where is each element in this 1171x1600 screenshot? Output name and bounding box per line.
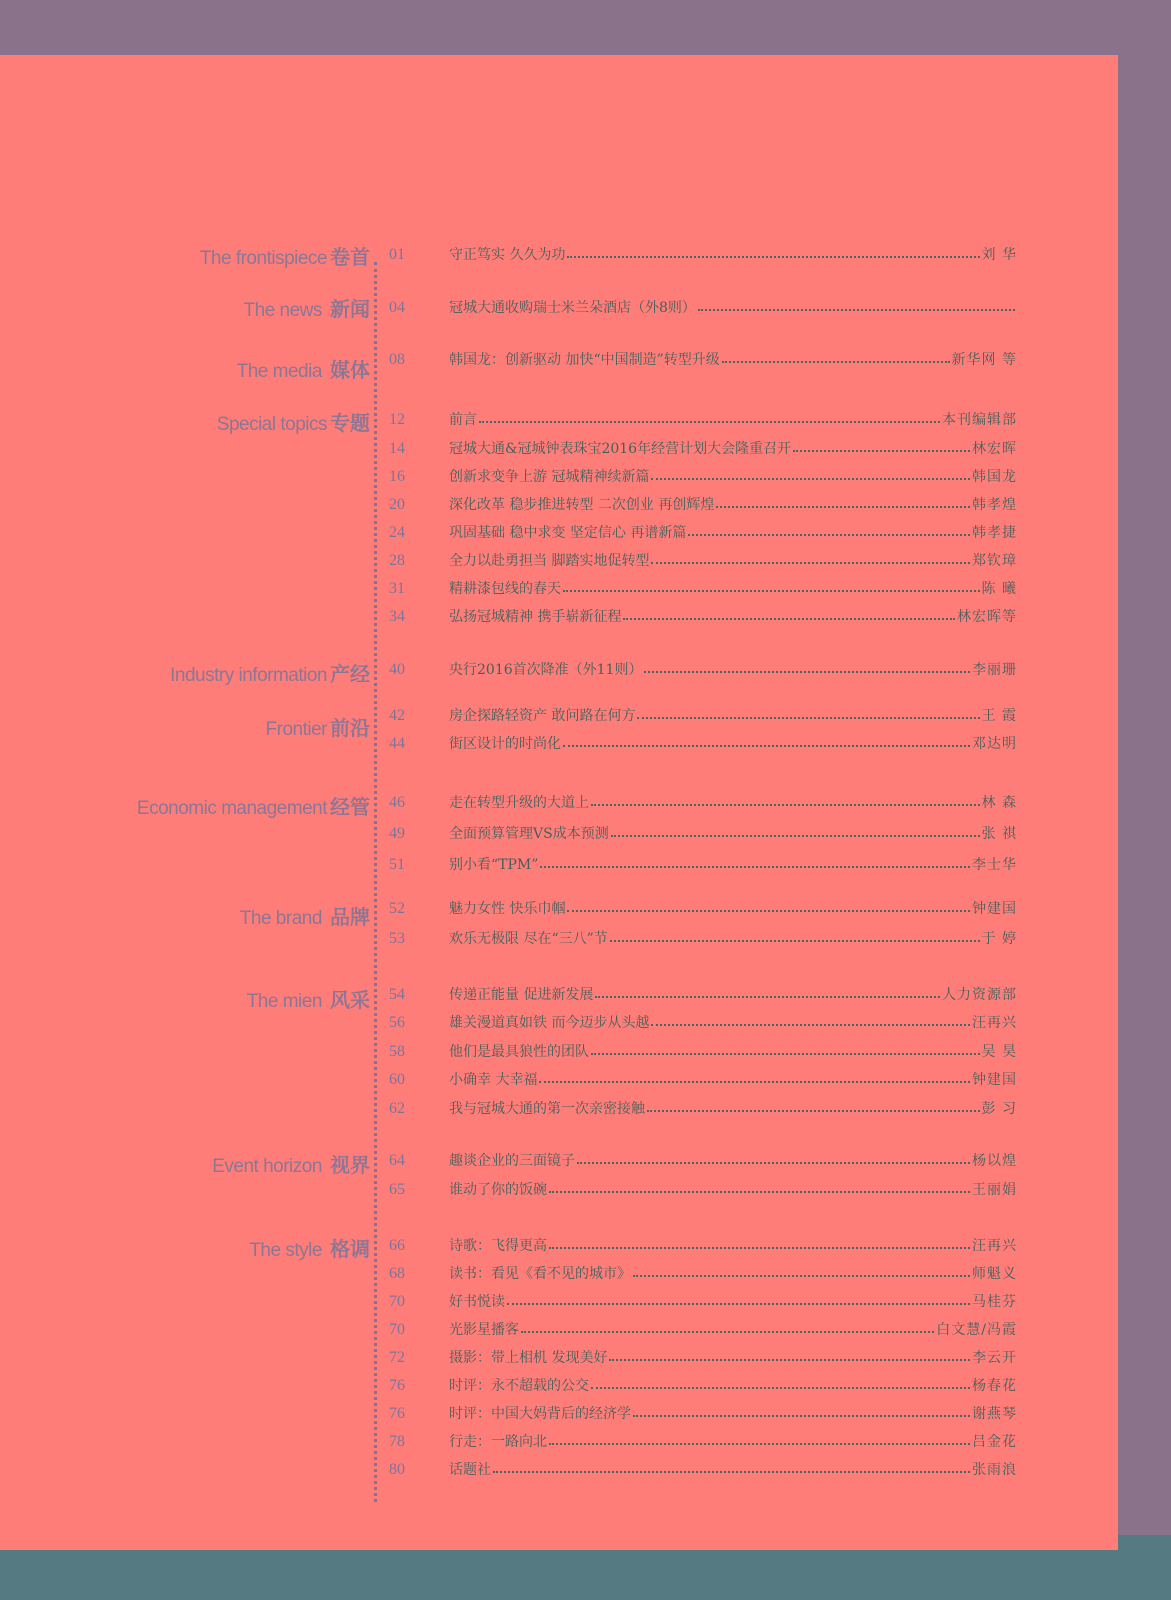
section-en: Industry information (170, 665, 327, 686)
toc-entry[interactable] (449, 293, 1017, 317)
leader-dots (651, 1024, 970, 1026)
section-en: The brand (239, 908, 322, 929)
leader-dots (633, 1275, 970, 1277)
entry-author: 彭 习 (981, 1101, 1017, 1117)
page-number: 58 (389, 1043, 405, 1060)
page-number: 20 (389, 496, 405, 513)
dotted-divider (374, 262, 377, 1502)
entry-title: 走在转型升级的大道上 (449, 795, 589, 811)
page-number: 28 (389, 552, 405, 569)
toc-entry[interactable] (449, 1175, 1017, 1199)
leader-dots (507, 1303, 970, 1305)
entry-author: 张雨浪 (972, 1462, 1017, 1478)
section-en: Special topics (216, 414, 327, 435)
section-zh: 新闻 (330, 297, 370, 321)
leader-dots (651, 478, 970, 480)
page-number: 70 (389, 1321, 405, 1338)
page-number: 08 (389, 351, 405, 368)
page-number: 66 (389, 1237, 405, 1254)
section-zh: 前沿 (330, 716, 370, 740)
leader-dots (539, 1081, 970, 1083)
entry-author: 刘 华 (981, 247, 1017, 263)
entry-title: 巩固基础 稳中求变 坚定信心 再谱新篇 (449, 525, 687, 541)
entry-title: 深化改革 稳步推进转型 二次创业 再创辉煌 (449, 497, 715, 513)
entry-author: 王丽娟 (972, 1182, 1017, 1198)
page-number: 51 (389, 856, 405, 873)
entry-title: 读书：看见《看不见的城市》 (449, 1266, 631, 1282)
page-number: 44 (389, 735, 405, 752)
toc-entry[interactable] (449, 345, 1017, 369)
entry-title: 弘扬冠城精神 携手崭新征程 (449, 609, 622, 625)
entry-author: 李士华 (972, 857, 1017, 873)
leader-dots (591, 804, 980, 806)
entry-title: 前言 (449, 412, 477, 428)
toc-entry[interactable] (449, 1399, 1017, 1423)
entry-title: 房企探路轻资产 敢问路在何方 (449, 708, 636, 724)
page-number: 52 (389, 900, 405, 917)
page-number: 53 (389, 930, 405, 947)
entry-author: 郑钦璋 (972, 553, 1017, 569)
leader-dots (651, 562, 970, 564)
section-zh: 专题 (330, 411, 370, 435)
page-number: 62 (389, 1100, 405, 1117)
section-en: The news (243, 300, 322, 321)
entry-author: 吕金花 (972, 1434, 1017, 1450)
toc-entry[interactable] (449, 1065, 1017, 1089)
leader-dots (540, 866, 970, 868)
page-number: 16 (389, 468, 405, 485)
section-zh: 媒体 (330, 358, 370, 382)
page-number: 56 (389, 1014, 405, 1031)
toc-entry[interactable] (449, 1037, 1017, 1061)
entry-title: 精耕漆包线的春天 (449, 581, 561, 597)
section-zh: 经管 (330, 795, 370, 819)
entry-title: 小确幸 大幸福 (449, 1072, 538, 1088)
section-zh: 格调 (330, 1237, 370, 1261)
page-number: 49 (389, 825, 405, 842)
section-news (0, 293, 370, 322)
entry-author: 韩孝煌 (972, 497, 1017, 513)
entry-author: 李云开 (972, 1350, 1017, 1366)
entry-author: 于 婷 (981, 931, 1017, 947)
entry-title: 全面预算管理VS成本预测 (449, 826, 609, 842)
leader-dots (549, 1247, 970, 1249)
toc-entry[interactable] (449, 546, 1017, 570)
leader-dots (623, 618, 955, 620)
page-number: 64 (389, 1152, 405, 1169)
entry-title: 时评：中国大妈背后的经济学 (449, 1406, 631, 1422)
page-number: 78 (389, 1433, 405, 1450)
entry-title: 冠城大通收购瑞士米兰朵酒店（外8则） (449, 300, 696, 316)
page-number: 31 (389, 580, 405, 597)
toc-entry[interactable] (449, 490, 1017, 514)
toc-entry[interactable] (449, 1427, 1017, 1451)
leader-dots (722, 361, 950, 363)
leader-dots (609, 1359, 970, 1361)
page-number: 24 (389, 524, 405, 541)
page-number: 14 (389, 440, 405, 457)
toc-entry[interactable] (449, 788, 1017, 812)
toc-entry[interactable] (449, 1094, 1017, 1118)
leader-dots (688, 534, 970, 536)
leader-dots (521, 1331, 934, 1333)
leader-dots (611, 835, 980, 837)
entry-author: 本刊编辑部 (942, 412, 1017, 428)
leader-dots (633, 1415, 970, 1417)
section-style (0, 1233, 370, 1262)
section-en: The style (249, 1240, 322, 1261)
entry-author: 白文慧/冯霞 (936, 1322, 1017, 1338)
entry-title: 摄影：带上相机 发现美好 (449, 1350, 608, 1366)
entry-title: 韩国龙：创新驱动 加快“中国制造”转型升级 (449, 352, 720, 368)
entry-title: 央行2016首次降准（外11则） (449, 662, 643, 678)
toc-entry[interactable] (449, 1343, 1017, 1367)
entry-author: 吴 昊 (981, 1044, 1017, 1060)
entry-title: 传递正能量 促进新发展 (449, 987, 594, 1003)
toc-entry[interactable] (449, 1315, 1017, 1339)
leader-dots (647, 1110, 980, 1112)
entry-title: 守正笃实 久久为功 (449, 247, 566, 263)
page-number: 72 (389, 1349, 405, 1366)
entry-title: 魅力女性 快乐巾帼 (449, 901, 566, 917)
entry-title: 全力以赴勇担当 脚踏实地促转型 (449, 553, 650, 569)
section-zh: 视界 (330, 1153, 370, 1177)
section-economic-management (0, 791, 370, 820)
section-event-horizon (0, 1149, 370, 1178)
page-number: 76 (389, 1377, 405, 1394)
section-en: Frontier (265, 719, 327, 740)
toc-entry[interactable] (449, 1455, 1017, 1479)
entry-author: 人力资源部 (942, 987, 1017, 1003)
leader-dots (698, 309, 1015, 311)
toc-entry[interactable] (449, 894, 1017, 918)
entry-title: 趣谈企业的三面镜子 (449, 1153, 575, 1169)
leader-dots (591, 1387, 970, 1389)
toc-entry[interactable] (449, 1259, 1017, 1283)
entry-title: 话题社 (449, 1462, 491, 1478)
leader-dots (716, 506, 970, 508)
entry-author: 汪再兴 (972, 1238, 1017, 1254)
entry-author: 新华网 等 (951, 352, 1017, 368)
page-number: 65 (389, 1181, 405, 1198)
section-zh: 风采 (330, 988, 370, 1012)
entry-author: 杨以煌 (972, 1153, 1017, 1169)
leader-dots (479, 421, 940, 423)
section-zh: 产经 (330, 662, 370, 686)
section-en: The media (236, 361, 322, 382)
page-number: 04 (389, 299, 405, 316)
toc-entry[interactable] (449, 924, 1017, 948)
toc-entry[interactable] (449, 1008, 1017, 1032)
section-frontispiece (0, 241, 370, 270)
section-special-topics (0, 407, 370, 436)
leader-dots (577, 1162, 970, 1164)
page-number: 80 (389, 1461, 405, 1478)
entry-title: 光影星播客 (449, 1322, 519, 1338)
section-zh: 卷首 (330, 245, 370, 269)
page-number: 34 (389, 608, 405, 625)
leader-dots (591, 1053, 980, 1055)
leader-dots (549, 1191, 970, 1193)
section-media (0, 354, 370, 383)
toc-entry[interactable] (449, 701, 1017, 725)
entry-author: 王 霞 (981, 708, 1017, 724)
page-number: 54 (389, 986, 405, 1003)
entry-author: 杨春花 (972, 1378, 1017, 1394)
entry-author: 林宏晖等 (957, 609, 1017, 625)
toc-entry[interactable] (449, 819, 1017, 843)
leader-dots (493, 1471, 970, 1473)
toc-entry[interactable] (449, 240, 1017, 264)
page-number: 76 (389, 1405, 405, 1422)
page-number: 46 (389, 794, 405, 811)
entry-author: 韩国龙 (972, 469, 1017, 485)
page-number: 60 (389, 1071, 405, 1088)
toc-entry[interactable] (449, 850, 1017, 874)
entry-author: 韩孝捷 (972, 525, 1017, 541)
entry-author: 林 森 (981, 795, 1017, 811)
toc-entry[interactable] (449, 729, 1017, 753)
page-number: 68 (389, 1265, 405, 1282)
toc-entry[interactable] (449, 405, 1017, 429)
entry-title: 欢乐无极限 尽在“三八”节 (449, 931, 608, 947)
entry-title: 好书悦读 (449, 1294, 505, 1310)
entry-author: 邓达明 (972, 736, 1017, 752)
entry-author: 林宏晖 (972, 441, 1017, 457)
toc-entry[interactable] (449, 518, 1017, 542)
entry-title: 诗歌：飞得更高 (449, 1238, 547, 1254)
entry-author: 钟建国 (972, 901, 1017, 917)
toc-entry[interactable] (449, 1371, 1017, 1395)
leader-dots (610, 940, 980, 942)
page-number: 42 (389, 707, 405, 724)
toc-entry[interactable] (449, 980, 1017, 1004)
leader-dots (595, 996, 940, 998)
section-en: The frontispiece (199, 248, 327, 269)
section-frontier (0, 712, 370, 741)
leader-dots (549, 1443, 970, 1445)
leader-dots (563, 590, 980, 592)
section-en: Economic management (136, 798, 327, 819)
section-industry-information (0, 658, 370, 687)
entry-title: 行走：一路向北 (449, 1434, 547, 1450)
page-number: 01 (389, 246, 405, 263)
entry-title: 别小看“TPM” (449, 857, 539, 873)
toc-entry[interactable] (449, 1231, 1017, 1255)
entry-author: 师魁义 (972, 1266, 1017, 1282)
section-zh: 品牌 (330, 905, 370, 929)
entry-author: 汪再兴 (972, 1015, 1017, 1031)
page-number: 40 (389, 661, 405, 678)
entry-title: 创新求变争上游 冠城精神续新篇 (449, 469, 650, 485)
entry-author: 马桂芬 (972, 1294, 1017, 1310)
entry-author: 李丽珊 (972, 662, 1017, 678)
section-en: The mien (246, 991, 322, 1012)
section-en: Event horizon (212, 1156, 322, 1177)
entry-title: 时评：永不超载的公交 (449, 1378, 589, 1394)
entry-title: 谁动了你的饭碗 (449, 1182, 547, 1198)
leader-dots (567, 256, 979, 258)
section-brand (0, 901, 370, 930)
page-number: 70 (389, 1293, 405, 1310)
toc-entry[interactable] (449, 1146, 1017, 1170)
entry-author: 陈 曦 (981, 581, 1017, 597)
leader-dots (637, 717, 979, 719)
toc-entry[interactable] (449, 1287, 1017, 1311)
entry-title: 我与冠城大通的第一次亲密接触 (449, 1101, 645, 1117)
entry-title: 街区设计的时尚化 (449, 736, 561, 752)
toc-entry[interactable] (449, 602, 1017, 626)
leader-dots (567, 910, 970, 912)
entry-author: 谢燕琴 (972, 1406, 1017, 1422)
toc-entry[interactable] (449, 655, 1017, 679)
leader-dots (563, 745, 970, 747)
leader-dots (793, 450, 970, 452)
entry-title: 他们是最具狼性的团队 (449, 1044, 589, 1060)
entry-title: 冠城大通&冠城钟表珠宝2016年经营计划大会隆重召开 (449, 441, 792, 457)
toc-entry[interactable] (449, 574, 1017, 598)
entry-title: 雄关漫道真如铁 而今迈步从头越 (449, 1015, 650, 1031)
toc-entry[interactable] (449, 462, 1017, 486)
entry-author: 张 祺 (981, 826, 1017, 842)
leader-dots (644, 671, 970, 673)
section-mien (0, 984, 370, 1013)
entry-author: 钟建国 (972, 1072, 1017, 1088)
page-number: 12 (389, 411, 405, 428)
toc-entry[interactable] (449, 434, 1017, 458)
